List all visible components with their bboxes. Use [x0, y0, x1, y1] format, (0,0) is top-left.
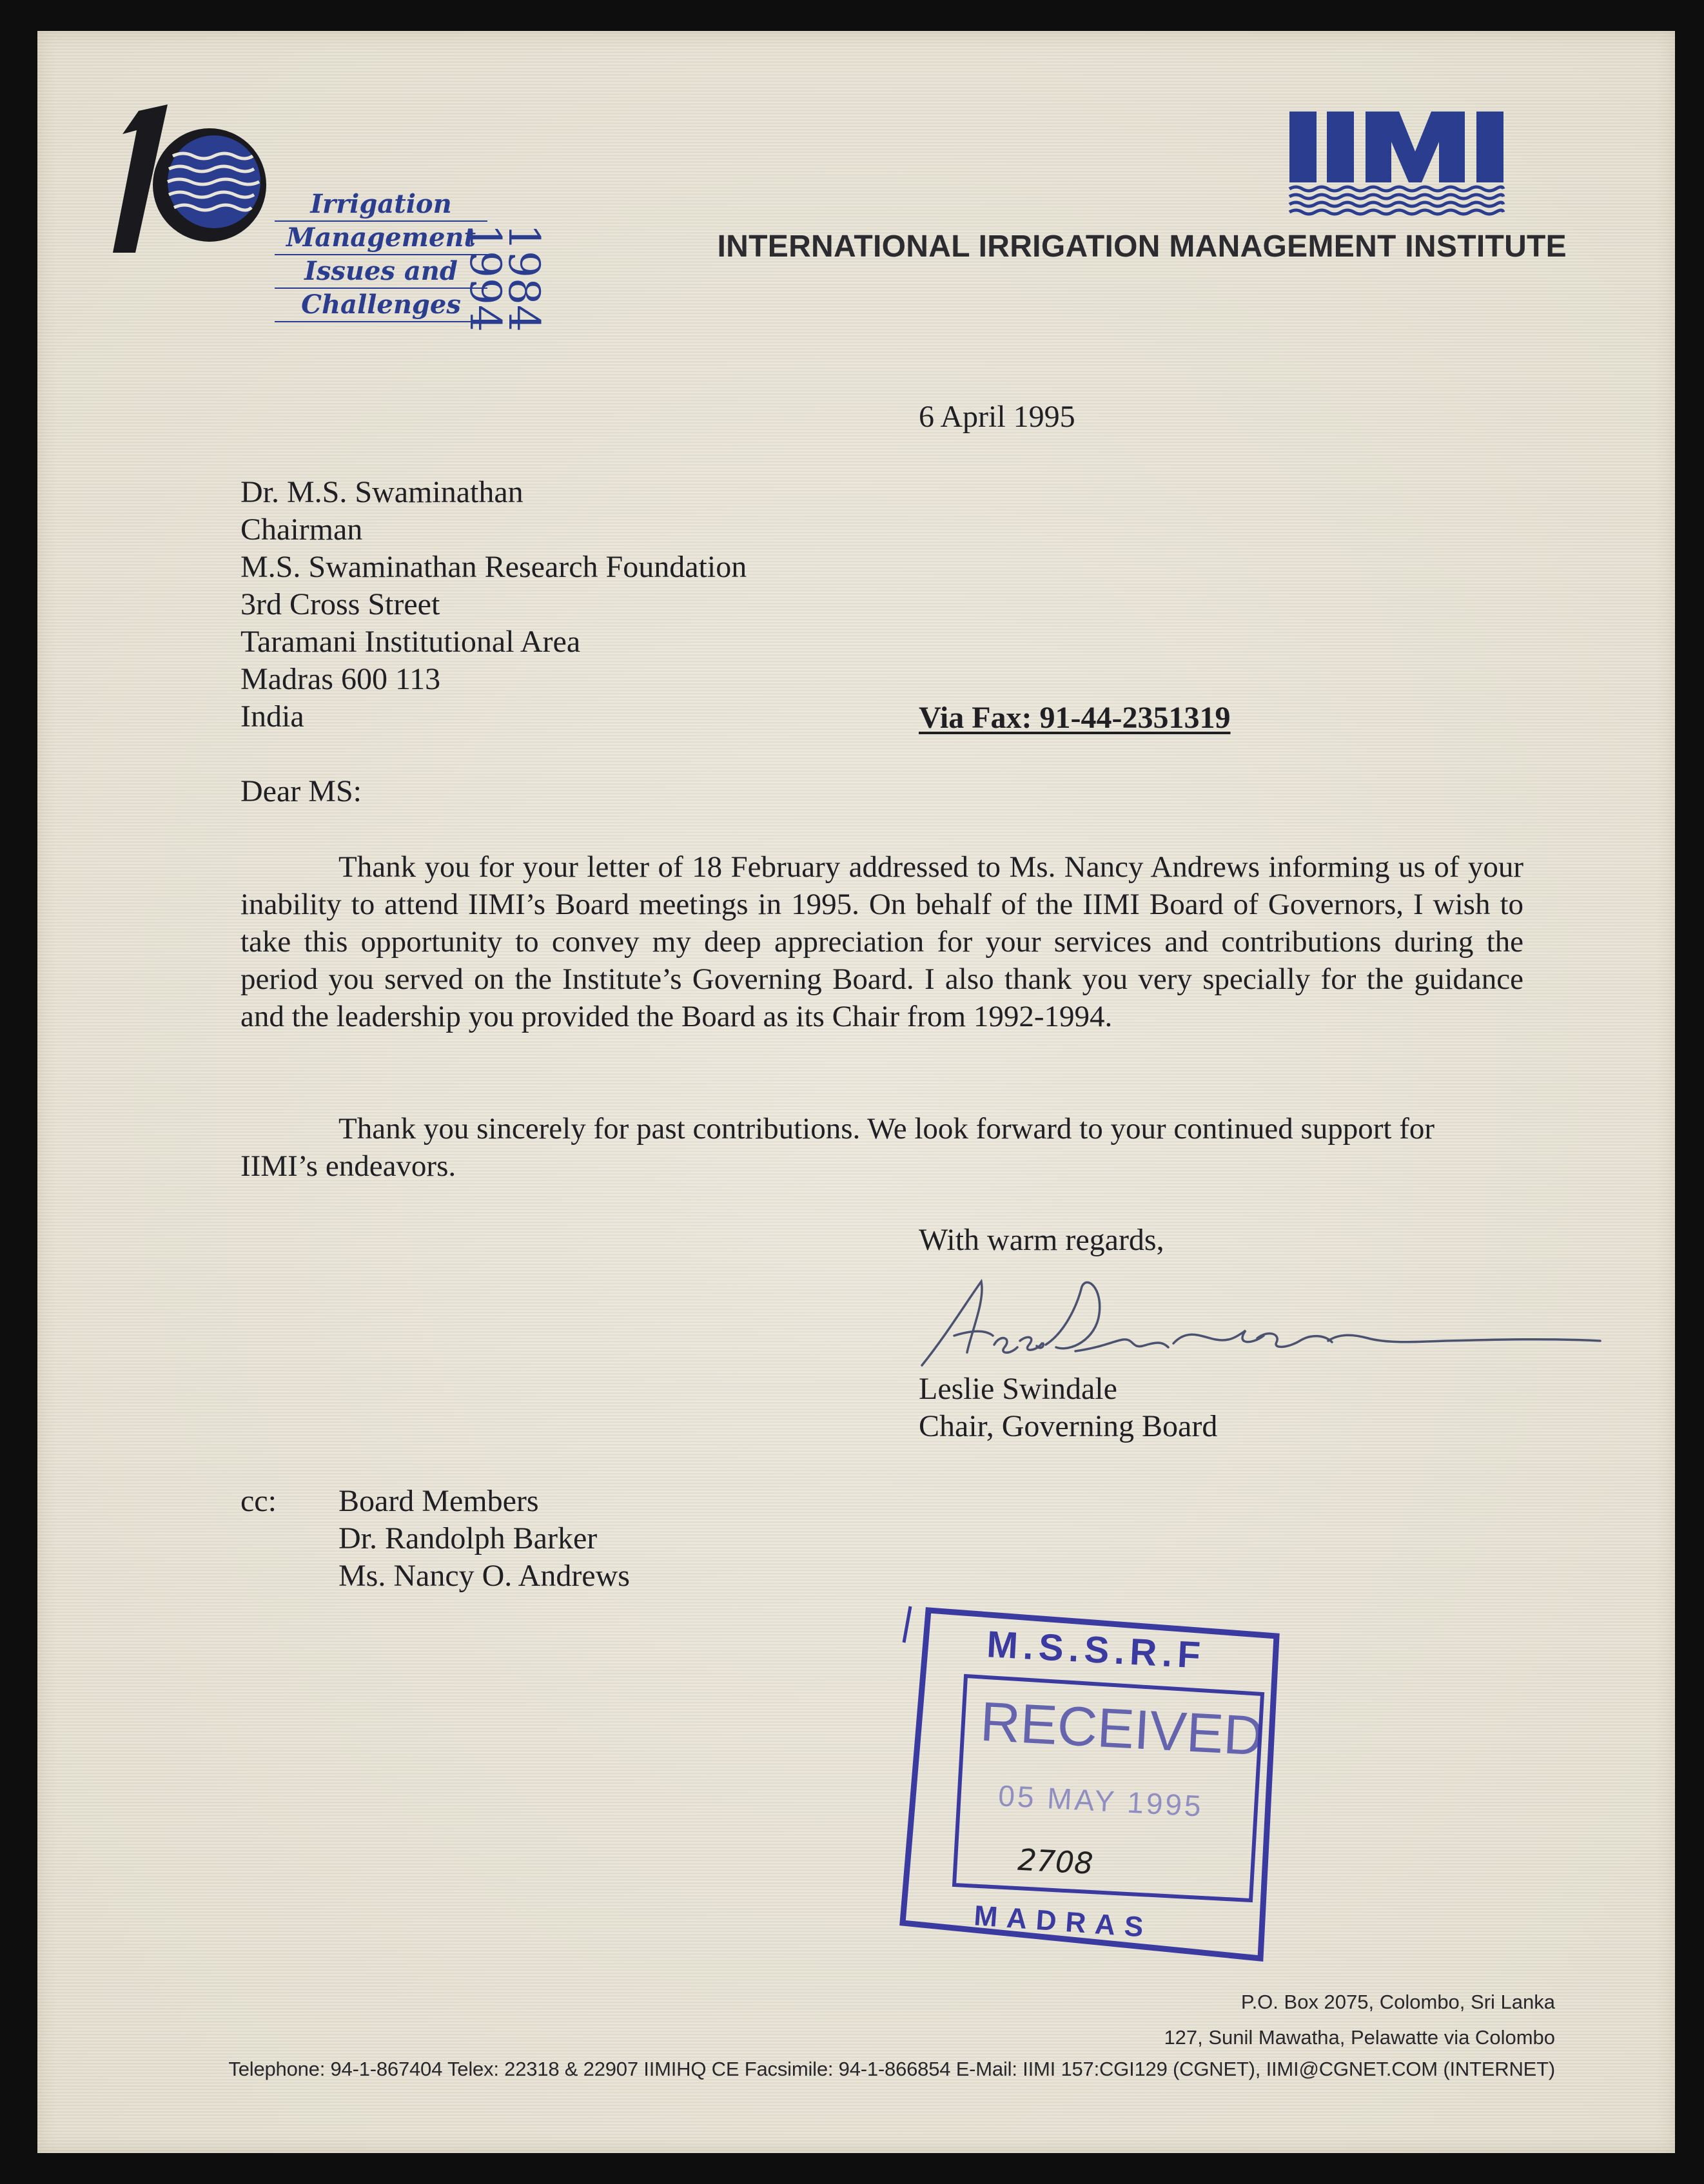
cc-item: Board Members [338, 1484, 539, 1518]
handwritten-signature-icon [909, 1269, 1618, 1372]
recipient-address [240, 474, 747, 736]
recipient-line: Dr. M.S. Swaminathan [240, 475, 524, 509]
stamp-number: 2708 [1017, 1842, 1094, 1881]
anniversary-logo [77, 92, 567, 332]
year-start: 1984 [499, 224, 549, 332]
signer-title: Chair, Governing Board [919, 1409, 1218, 1443]
body-paragraph-1: Thank you for your letter of 18 February addressed to Ms. Nancy Andrews informing us of your inability to attend IIMI’s Board meetings in 1995. On behalf of the IIMI Board of Governors, I wish to take this opportunity to convey my deep appreciation for your services and contributions during the period you served on the Institute’s Governing Board. I also thank you very specially for the guidance and the leadership you provided the Board as its Chair from 1992-1994. [240, 850, 1523, 1033]
anniversary-line: Issues and [275, 255, 487, 289]
recipient-line: Madras 600 113 [240, 662, 441, 696]
anniversary-years [460, 224, 549, 366]
anniversary-line: Irrigation [275, 188, 487, 222]
recipient-line: India [240, 699, 304, 734]
institute-name: INTERNATIONAL IRRIGATION MANAGEMENT INSTITUTE [717, 229, 1567, 264]
cc-item: Ms. Nancy O. Andrews [338, 1559, 630, 1593]
letter-date: 6 April 1995 [919, 400, 1075, 434]
letter-page [37, 31, 1675, 2153]
iimi-logo-mark [1283, 81, 1560, 218]
body-paragraph-2: Thank you sincerely for past contributions. We look forward to your continued support for IIMI’s endeavors. [240, 1112, 1435, 1183]
cc-list [338, 1483, 630, 1595]
stamp-date: 05 MAY 1995 [997, 1779, 1204, 1823]
signer-name: Leslie Swindale [919, 1372, 1117, 1406]
via-fax: Via Fax: 91-44-2351319 [919, 701, 1231, 735]
received-stamp [890, 1597, 1315, 1965]
recipient-line: Chairman [240, 512, 363, 547]
stamp-status: RECEIVED [979, 1690, 1266, 1768]
anniversary-title [275, 188, 487, 322]
recipient-line: Taramani Institutional Area [240, 625, 581, 659]
footer-contact: Telephone: 94-1-867404 Telex: 22318 & 22907 IIMIHQ CE Facsimile: 94-1-866854 E-Mail: IIMI 157:CGI129 (CGNET), IIMI@CGNET.COM (INTERNET) [228, 2058, 1555, 2080]
closing: With warm regards, [919, 1223, 1164, 1257]
footer-address-line2: 127, Sunil Mawatha, Pelawatte via Colombo [1164, 2026, 1555, 2049]
recipient-line: M.S. Swaminathan Research Foundation [240, 550, 747, 584]
signature [909, 1269, 1618, 1372]
anniversary-line: Management [275, 222, 487, 255]
stamp-city: MADRAS [973, 1900, 1153, 1944]
year-end: 1994 [460, 224, 510, 332]
stamp-frame [890, 1597, 1315, 1965]
anniversary-line: Challenges [275, 289, 487, 322]
iimi-logo [1283, 81, 1560, 218]
cc-item: Dr. Randolph Barker [338, 1521, 598, 1555]
footer-address-line1: P.O. Box 2075, Colombo, Sri Lanka [1240, 1991, 1555, 2013]
stamp-org: M.S.S.R.F [986, 1623, 1207, 1677]
salutation: Dear MS: [240, 774, 362, 808]
cc-label: cc: [240, 1484, 277, 1518]
recipient-line: 3rd Cross Street [240, 587, 440, 621]
